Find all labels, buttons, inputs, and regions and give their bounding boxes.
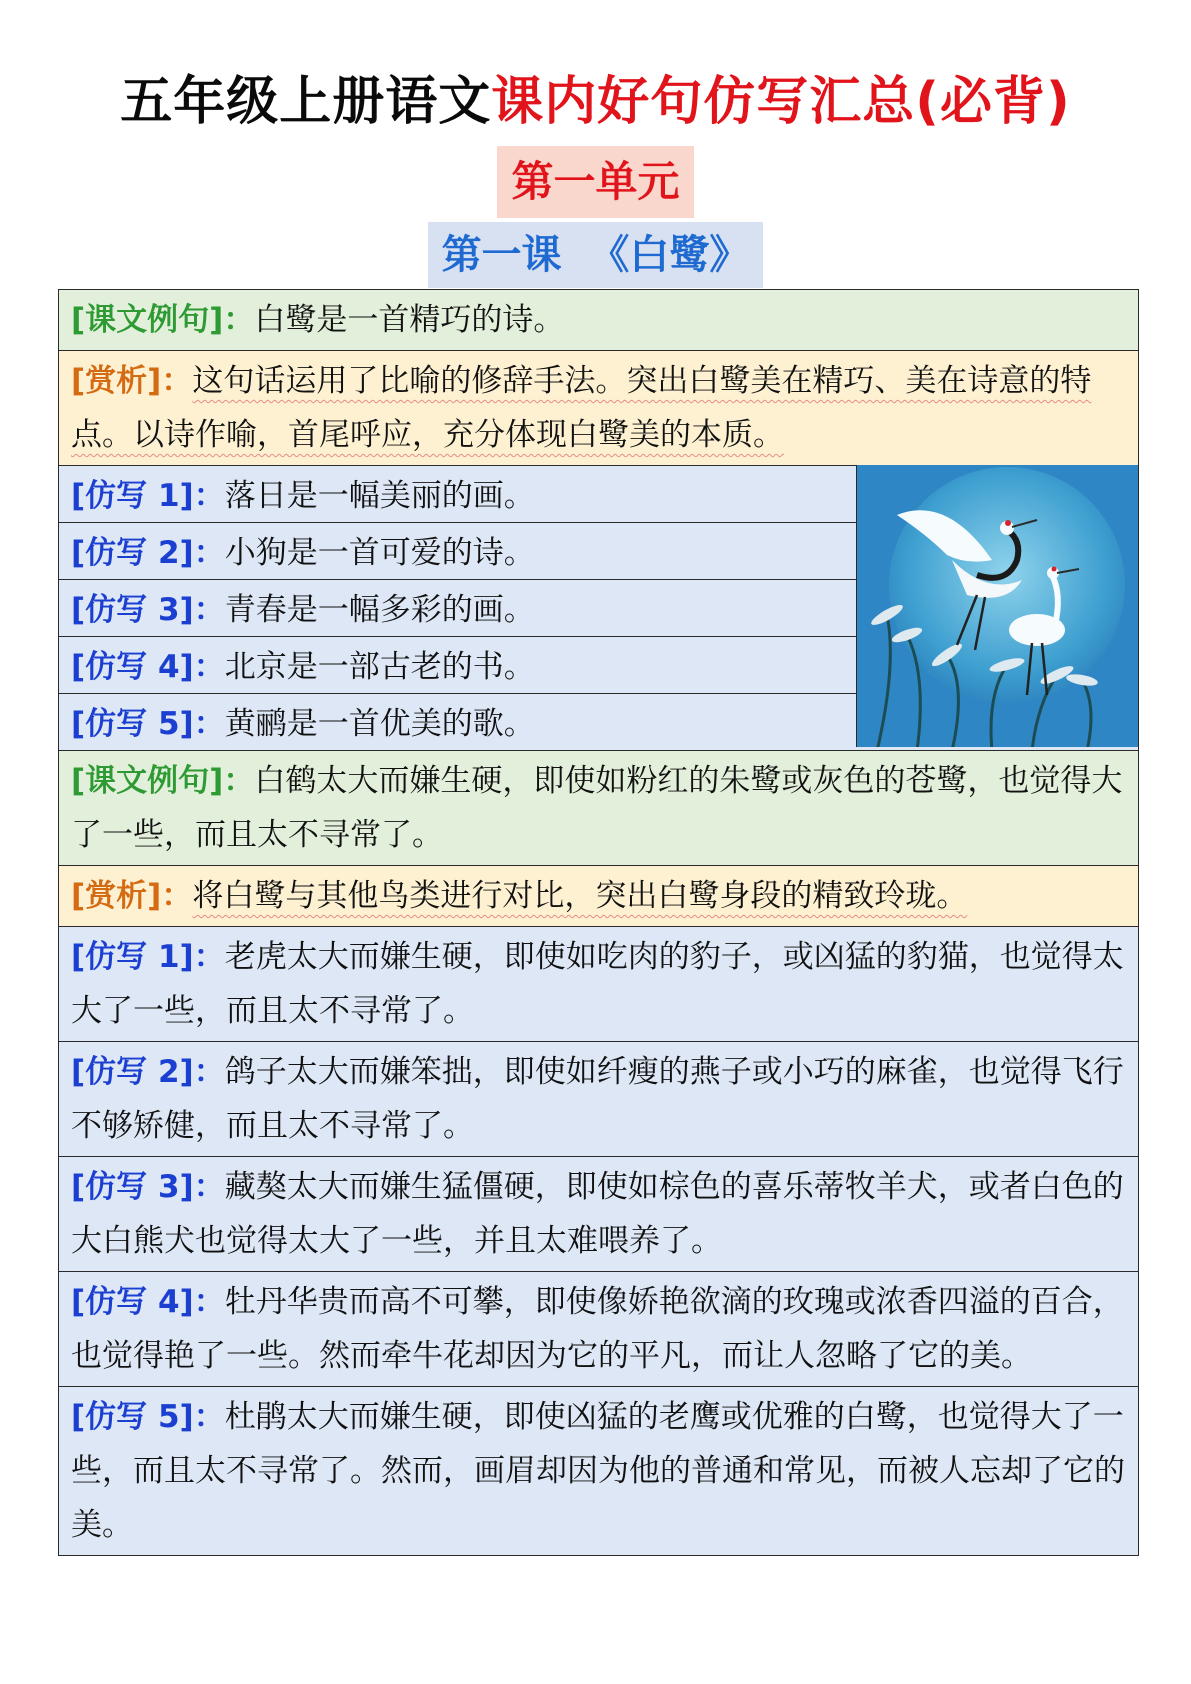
lesson-heading: 第一课 《白鹭》	[428, 222, 764, 288]
imitation-label: [仿写 2]：	[71, 1054, 225, 1090]
example-sentence-row	[59, 750, 1138, 865]
imitation-row	[59, 1156, 1138, 1271]
example-text: 白鹤太大而嫌生硬，即使如粉红的朱鹭或灰色的苍鹭，也觉得大了一些，而且太不寻常了。	[71, 763, 1123, 853]
imitation-text: 黄鹂是一首优美的歌。	[224, 706, 535, 742]
imitation-row	[59, 1386, 1138, 1555]
title-part-1: 五年级上册语文	[120, 72, 492, 132]
analysis-text: 将白鹭与其他鸟类进行对比，突出白鹭身段的精致玲珑。	[192, 878, 968, 914]
example-sentence-row	[59, 290, 1138, 350]
imitation-label: [仿写 4]：	[71, 1284, 225, 1320]
imitation-row	[59, 1271, 1138, 1386]
example-label: [课文例句]：	[71, 302, 255, 338]
analysis-row	[59, 865, 1138, 926]
imitation-row	[59, 1041, 1138, 1156]
title-part-2: 课内好句仿写汇总(必背)	[491, 72, 1071, 132]
imitation-label: [仿写 5]：	[71, 1399, 225, 1435]
example-text: 白鹭是一首精巧的诗。	[254, 302, 565, 338]
imitation-text: 藏獒太大而嫌生猛僵硬，即使如棕色的喜乐蒂牧羊犬，或者白色的大白熊犬也觉得太大了一些，并且太难喂养了。	[71, 1169, 1124, 1259]
imitation-text: 落日是一幅美丽的画。	[224, 478, 535, 514]
imitation-group-1	[59, 465, 1138, 750]
page-title	[0, 62, 1191, 142]
imitation-text: 牡丹华贵而高不可攀，即使像娇艳欲滴的玫瑰或浓香四溢的百合，也觉得艳了一些。然而牵牛花却因为它的平凡，而让人忽略了它的美。	[71, 1284, 1124, 1374]
imitation-label: [仿写 3]：	[71, 592, 225, 628]
egret-illustration-icon	[856, 465, 1138, 747]
imitation-text: 杜鹃太大而嫌生硬，即使凶猛的老鹰或优雅的白鹭，也觉得大了一些，而且太不寻常了。然而，画眉却因为他的普通和常见，而被人忘却了它的美。	[71, 1399, 1125, 1543]
example-label: [课文例句]：	[71, 763, 255, 799]
analysis-label: [赏析]：	[71, 878, 193, 914]
imitation-text: 青春是一幅多彩的画。	[224, 592, 535, 628]
unit-heading: 第一单元	[497, 146, 693, 218]
imitation-text: 北京是一部古老的书。	[224, 649, 535, 685]
imitation-label: [仿写 5]：	[71, 706, 225, 742]
imitation-label: [仿写 4]：	[71, 649, 225, 685]
imitation-text: 小狗是一首可爱的诗。	[224, 535, 535, 571]
imitation-label: [仿写 3]：	[71, 1169, 225, 1205]
imitation-label: [仿写 2]：	[71, 535, 225, 571]
imitation-text: 鸽子太大而嫌笨拙，即使如纤瘦的燕子或小巧的麻雀，也觉得飞行不够矫健，而且太不寻常了。	[71, 1054, 1124, 1144]
imitation-text: 老虎太大而嫌生硬，即使如吃肉的豹子，或凶猛的豹猫，也觉得太大了一些，而且太不寻常了。	[71, 939, 1124, 1029]
analysis-row	[59, 350, 1138, 465]
imitation-label: [仿写 1]：	[71, 478, 225, 514]
imitation-label: [仿写 1]：	[71, 939, 225, 975]
imitation-row	[59, 926, 1138, 1041]
analysis-label: [赏析]：	[71, 363, 193, 399]
sentence-table	[58, 289, 1139, 1556]
analysis-text: 这句话运用了比喻的修辞手法。突出白鹭美在精巧、美在诗意的特点。以诗作喻，首尾呼应，充分体现白鹭美的本质。	[71, 363, 1092, 453]
